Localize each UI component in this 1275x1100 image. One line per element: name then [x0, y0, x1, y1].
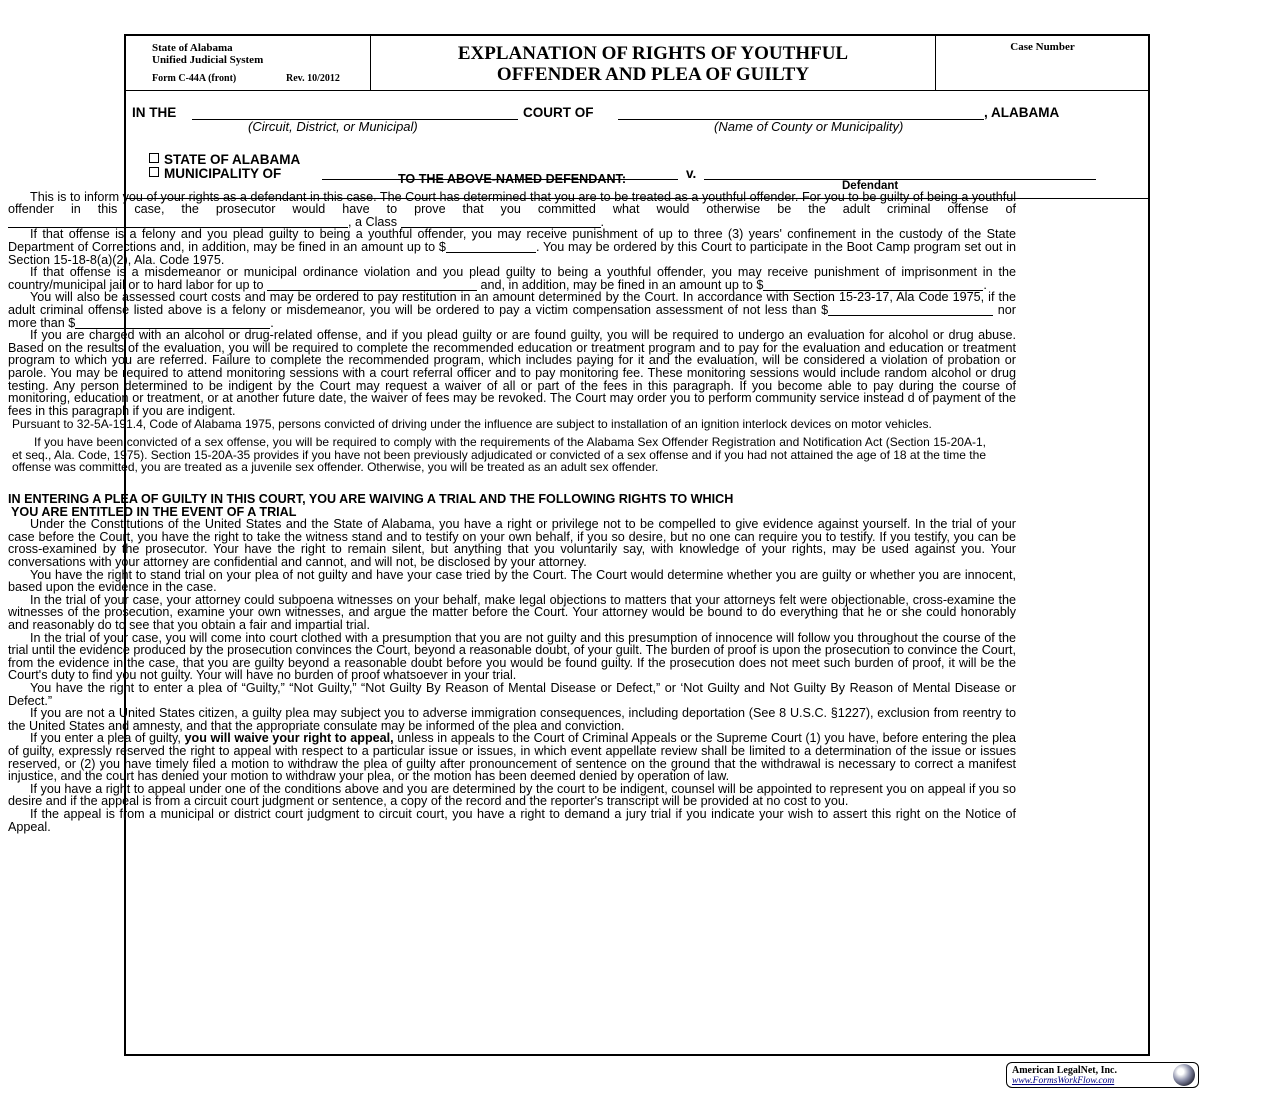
felony-fine-field[interactable] [446, 242, 536, 253]
case-number-label: Case Number [1010, 41, 1075, 53]
in-the-label: IN THE [132, 105, 177, 120]
body-heading: TO THE ABOVE-NAMED DEFENDANT: [397, 172, 627, 186]
para-presumption: In the trial of your case, you will come into court clothed with a presumption that you are not guilty and this presumption of innocence will follow you throughout the course of the trial until the evidence produced by the prosecution convinces the Court, beyond a reasonable doubt, of your guilt. The burden of proof is upon the prosecution to convince the Court, from the evidence in the case, that you are guilty beyond a reasonable doubt before you would be found guilty. If the prosecution does not meet such burden of proof, it will be the Court's duty to find you not guilty. Your will have no burden of proof whatsoever in your trial. [8, 630, 1016, 683]
para-pleas: You have the right to enter a plea of “Guilty,” “Not Guilty,” “Not Guilty By Reason of Mental Disease or Defect,” or ‘Not Guilty and Not Guilty By Reason of Mental Disease or Defect.” [8, 681, 1016, 708]
option-municipality-label: MUNICIPALITY OF [164, 166, 282, 181]
jail-term-field[interactable] [267, 280, 477, 291]
para-counsel: If you have a right to appeal under one of the conditions above and you are determined by the court to be indigent, counsel will be appointed to represent you on appeal if you so desire and if the appeal is from a circuit court judgment or sentence, a copy of the record and the reporter's transcript will be provided at no cost to you. [8, 781, 1016, 809]
title-line-2: OFFENDER AND PLEA OF GUILTY [496, 64, 810, 85]
option-state-label: STATE OF ALABAMA [164, 152, 301, 167]
company-link[interactable]: www.FormsWorkFlow.com [1012, 1076, 1115, 1086]
waiver-heading-1: IN ENTERING A PLEA OF GUILTY IN THIS COURT, YOU ARE WAIVING A TRIAL AND THE FOLLOWING RIGHTS TO WHICH [8, 492, 734, 507]
waiver-heading-2: YOU ARE ENTITLED IN THE EVENT OF A TRIAL [11, 504, 297, 519]
title-line-1: EXPLANATION OF RIGHTS OF YOUTHFUL [457, 43, 849, 64]
company-name: American LegalNet, Inc. [1012, 1065, 1117, 1076]
class-field[interactable] [401, 217, 601, 228]
para-costs: You will also be assessed court costs and may be ordered to pay restitution in an amount determined by the Court. In accordance with Section 15-23-17, Ala Code 1975, if the adult criminal offense listed above is a felony or misdemeanor, you will be ordered to pay a victim compensation assessment of not less than $ nor more than $ . [8, 290, 1016, 330]
versus-label: v. [686, 166, 697, 181]
case-number-box[interactable] [937, 36, 1148, 90]
form-body [8, 173, 1016, 833]
offense-field[interactable] [8, 217, 348, 228]
checkbox-icon[interactable] [149, 153, 159, 163]
para-alcohol: If you are charged with an alcohol or drug-related offense, and if you plead guilty or are found guilty, you will be required to undergo an evaluation for alcohol or drug abuse. Based on the results of the evaluation, you will be required to complete the recommended education or treatment program and to pay for the evaluation and education or treatment program to which you are referred. Failure to complete the recommended program, which includes paying for it and the evaluation, will be considered a violation of probation or parole. You may be required to attend monitoring sessions with a court referral officer and to pay monitoring fee. These monitoring sessions would include random alcohol or drug testing. Any person determined to be indigent by the Court may request a waiver of all or part of the fees in this paragraph. If you become able to pay during the course of monitoring, education or treatment, or at another future date, the waiver of fees may be revoked. The Court may order you to perform community service instead d of payment of the fees in this paragraph if you are indigent. [8, 328, 1016, 418]
para-sex-offense: If you have been convicted of a sex offense, you will be required to comply with the requirements of the Alabama Sex Offender Registration and Notification Act (Section 15-20A-1, et seq., Ala. Code, 1975). Section 15-20A-35 provides if you have not been previously adjudicated or convicted of a sex offense and if you had not attained the age of 18 at the time the offense was committed, you are treated as a juvenile sex offender. Otherwise, you will be treated as an adult sex offender. [12, 435, 986, 474]
court-type-hint: (Circuit, District, or Municipal) [248, 119, 418, 134]
para-stand-trial: You have the right to stand trial on your plea of not guilty and have your case tried by the Court. The Court would determine whether you are guilty or whether you are innocent, based upon the evidence in the case. [8, 567, 1016, 595]
county-hint: (Name of County or Municipality) [714, 119, 904, 134]
max-assessment-field[interactable] [75, 318, 270, 329]
para-appeal-waiver: If you enter a plea of guilty, you will waive your right to appeal, unless in appeals to the Court of Criminal Appeals or the Supreme Court (1) you have, before entering the plea of guilty, expressly reserved the right to appeal with respect to a particular issue or issues, in which event appellate review shall be limited to a determination of the issue or issues reserved, or (2) you have timely filed a motion to withdraw the plea of guilty after pronouncement of sentence on the ground that the withdrawal is necessary to correct a manifest injustice, and the court has denied your motion to withdraw your plea, or the motion has been deemed denied by operation of law. [8, 731, 1016, 784]
system-label: Unified Judicial System [152, 54, 264, 66]
revision: Rev. 10/2012 [286, 73, 340, 84]
para-interlock: Pursuant to 32-5A-191.4, Code of Alabama 1975, persons convicted of driving under the influence are subject to installation of an ignition interlock devices on motor vehicles. [12, 417, 932, 432]
globe-icon [1173, 1064, 1195, 1086]
misdemeanor-fine-field[interactable] [763, 280, 983, 291]
state-label: State of Alabama [152, 42, 233, 54]
para-self-incrimination: Under the Constitutions of the United States and the State of Alabama, you have a right or privilege not to be compelled to give evidence against yourself. In the trial of your case before the Court, you have the right to take the witness stand and to testify on your own behalf, if you so desire, but no one can require you to testify. If you testify, you can be cross-examined by the prosecutor. Your have the right to remain silent, but anything that you voluntarily say, with knowledge of your rights, may be used against you. Your conversations with your attorney are confidential and cannot, and will not, be disclosed by your attorney. [8, 517, 1016, 570]
para-misdemeanor: If that offense is a misdemeanor or municipal ordinance violation and you plead guilty to being a youthful offender, you may receive punishment of imprisonment in the country/municipal jail or to hard labor for up to and, in addition, may be fined in an amount up to $ . [8, 265, 1016, 292]
option-state[interactable] [149, 152, 300, 167]
form-title [371, 36, 936, 90]
min-assessment-field[interactable] [828, 305, 993, 316]
form-id-box [126, 36, 371, 90]
alabama-label: , ALABAMA [984, 105, 1060, 120]
form-header [126, 36, 1148, 91]
defendant-label: Defendant [842, 180, 899, 192]
court-of-label: COURT OF [523, 105, 594, 120]
para-felony: If that offense is a felony and you plead guilty to being a youthful offender, you may receive punishment of up to three (3) years' confinement in the custody of the State Department of Corrections and, in addition, may be fined in an amount up to $ . You may be ordered by this Court to participate in the Boot Camp program set out in Section 15-18-8(a)(2), Ala. Code 1975. [8, 227, 1016, 267]
para-attorney: In the trial of your case, your attorney could subpoena witnesses on your behalf, make legal objections to matters that your attorneys felt were objectionable, cross-examine the witnesses of the prosecution, examine your own witnesses, and argue the matter before the Court. Your attorney would be bound to do everything that he or she could honorably and reasonably do to see that you obtain a fair and impartial trial. [8, 592, 1016, 633]
para-immigration: If you are not a United States citizen, a guilty plea may subject you to adverse immigration consequences, including deportation (See 8 U.S.C. §1227), exclusion from reentry to the United States and amnesty, and that the appropriate consulate may be informed of the plea and conviction. [8, 706, 1016, 733]
para-jury-trial: If the appeal is from a municipal or district court judgment to circuit court, you have a right to demand a jury trial if you indicate your wish to assert this right on the Notice of Appeal. [8, 806, 1016, 834]
form-number: Form C-44A (front) [152, 73, 237, 84]
publisher-logo[interactable] [1006, 1062, 1199, 1088]
para-offense: This is to inform you of your rights as a defendant in this case. The Court has determined that you are to be treated as a youthful offender. For you to be guilty of being a youthful offender in this case, the prosecutor would have to prove that you committed what would otherwise be the adult criminal offense of , a Class . [8, 189, 1016, 229]
